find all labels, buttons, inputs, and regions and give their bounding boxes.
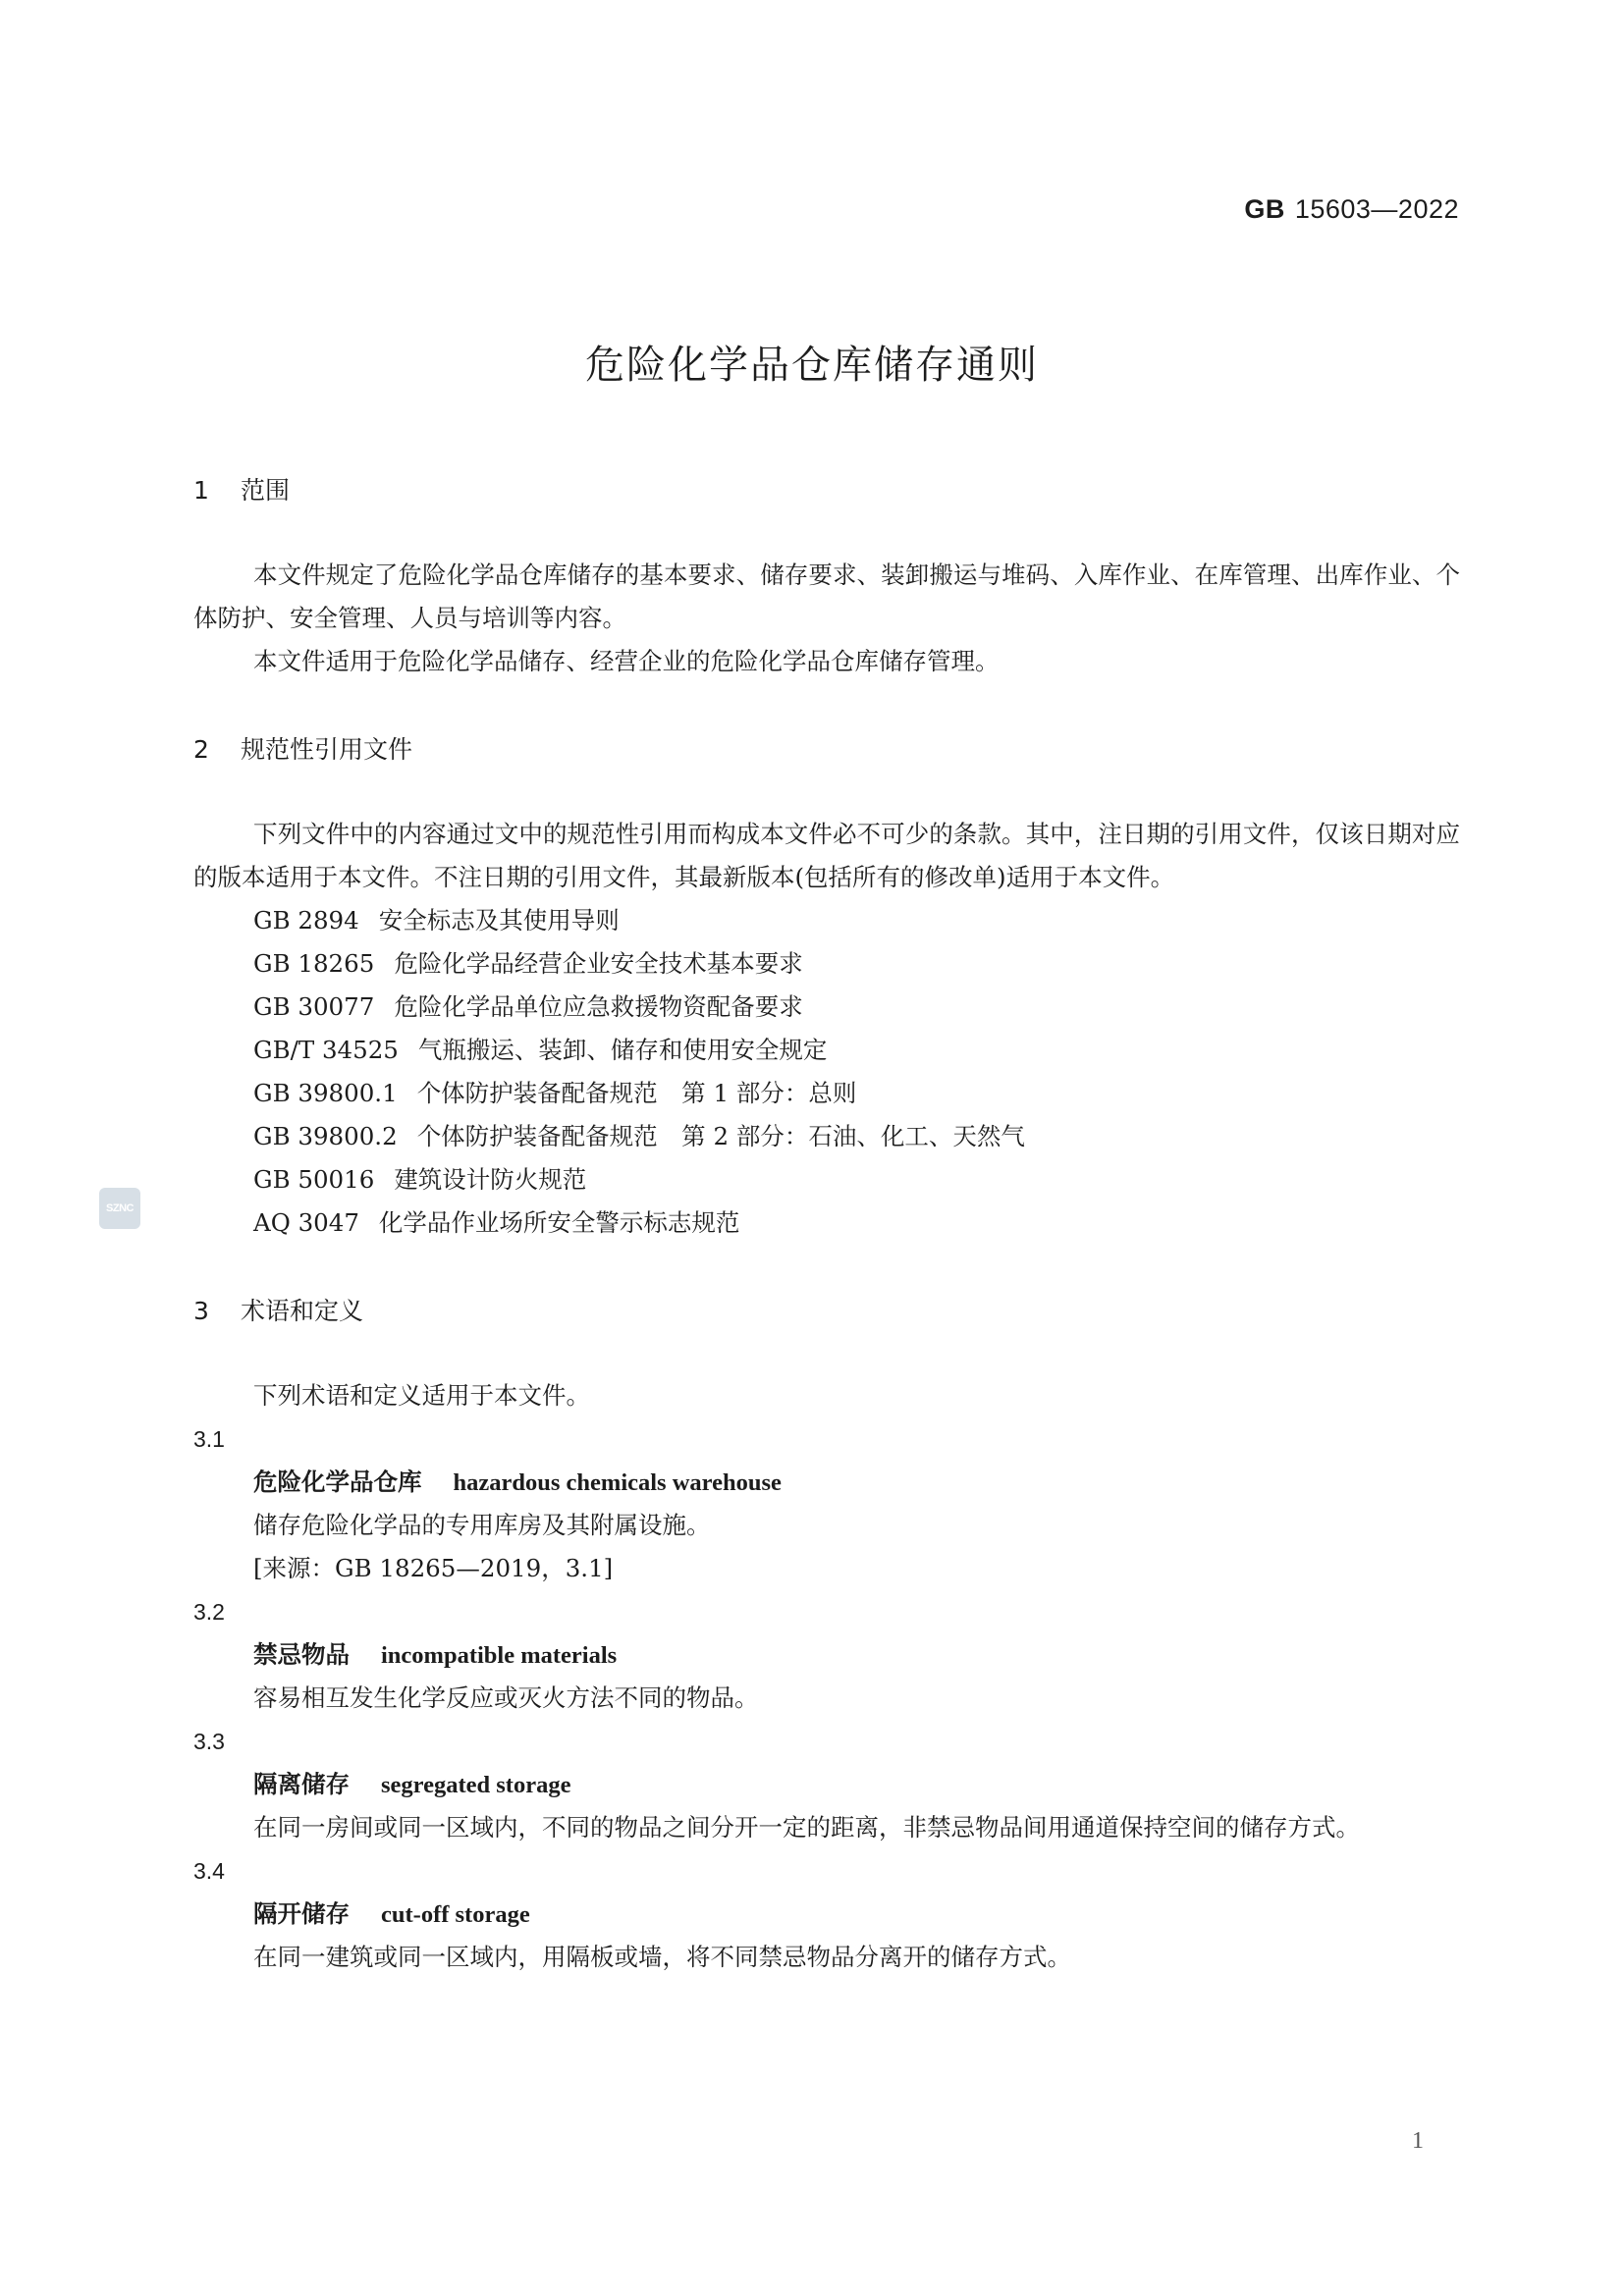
reference-item xyxy=(193,1158,1460,1201)
section-heading-scope xyxy=(193,469,1460,512)
reference-title: 危险化学品单位应急救援物资配备要求 xyxy=(394,992,803,1021)
term-number: 3.4 xyxy=(193,1858,225,1884)
term-definition: 在同一建筑或同一区域内，用隔板或墙，将不同禁忌物品分离开的储存方式。 xyxy=(253,1943,1071,1971)
reference-item xyxy=(193,899,1460,942)
term-definition: 在同一房间或同一区域内，不同的物品之间分开一定的距离，非禁忌物品间用通道保持空间的储存方式。 xyxy=(253,1813,1360,1842)
term-english: hazardous chemicals warehouse xyxy=(453,1469,782,1496)
term-entry xyxy=(193,1417,1460,1590)
section-heading-normative-references xyxy=(193,728,1460,772)
reference-code: GB 39800.2 xyxy=(253,1122,398,1150)
term-definition: 储存危险化学品的专用库房及其附属设施。 xyxy=(253,1511,711,1539)
section-number: 2 xyxy=(193,735,209,764)
reference-code: GB 2894 xyxy=(253,906,359,934)
term-english: segregated storage xyxy=(381,1772,571,1798)
reference-code: GB 50016 xyxy=(253,1165,375,1194)
reference-title: 建筑设计防火规范 xyxy=(394,1165,587,1194)
reference-title: 安全标志及其使用导则 xyxy=(378,906,620,934)
term-source: [来源：GB 18265—2019，3.1] xyxy=(253,1554,614,1582)
document-body xyxy=(193,469,1460,1979)
terms-intro: 下列术语和定义适用于本文件。 xyxy=(253,1381,590,1410)
section-title: 范围 xyxy=(241,476,291,505)
term-heading xyxy=(193,1633,1460,1677)
term-entry xyxy=(193,1590,1460,1720)
reference-item xyxy=(193,942,1460,986)
section-title: 术语和定义 xyxy=(241,1297,364,1325)
term-english: incompatible materials xyxy=(381,1642,618,1669)
term-heading xyxy=(193,1763,1460,1806)
standard-code xyxy=(1244,194,1459,225)
section-title: 规范性引用文件 xyxy=(241,735,413,764)
term-english: cut-off storage xyxy=(381,1901,530,1928)
section-heading-terms-definitions xyxy=(193,1290,1460,1333)
term-number: 3.3 xyxy=(193,1729,225,1754)
scope-paragraph: 本文件适用于危险化学品储存、经营企业的危险化学品仓库储存管理。 xyxy=(253,647,1000,675)
reference-item xyxy=(193,1201,1460,1245)
term-number: 3.1 xyxy=(193,1426,225,1452)
term-chinese: 隔开储存 xyxy=(253,1899,350,1928)
reference-code: AQ 3047 xyxy=(253,1208,359,1237)
reference-code: GB/T 34525 xyxy=(253,1036,399,1064)
term-heading xyxy=(193,1461,1460,1504)
scope-paragraph: 本文件规定了危险化学品仓库储存的基本要求、储存要求、装卸搬运与堆码、入库作业、在库管理、出库作业、个体防护、安全管理、人员与培训等内容。 xyxy=(193,561,1460,632)
reference-code: GB 39800.1 xyxy=(253,1079,398,1107)
reference-code: GB 18265 xyxy=(253,949,375,978)
references-intro: 下列文件中的内容通过文中的规范性引用而构成本文件必不可少的条款。其中，注日期的引用文件，仅该日期对应的版本适用于本文件。不注日期的引用文件，其最新版本(包括所有的修改单)适用于本文件。 xyxy=(193,820,1460,891)
watermark-logo: SZNC xyxy=(99,1188,140,1229)
term-number: 3.2 xyxy=(193,1599,225,1625)
section-number: 3 xyxy=(193,1297,209,1325)
standard-number: 15603—2022 xyxy=(1294,194,1459,224)
reference-item xyxy=(193,1029,1460,1072)
term-definition: 容易相互发生化学反应或灭火方法不同的物品。 xyxy=(253,1683,759,1712)
term-entry xyxy=(193,1720,1460,1849)
reference-title: 气瓶搬运、装卸、储存和使用安全规定 xyxy=(417,1036,828,1064)
standard-prefix: GB xyxy=(1244,194,1285,224)
reference-item xyxy=(193,986,1460,1029)
reference-title: 个体防护装备配备规范 第 2 部分：石油、化工、天然气 xyxy=(416,1122,1025,1150)
reference-title: 危险化学品经营企业安全技术基本要求 xyxy=(394,949,803,978)
page-number: 1 xyxy=(1412,2128,1424,2154)
reference-title: 个体防护装备配备规范 第 1 部分：总则 xyxy=(416,1079,857,1107)
term-chinese: 危险化学品仓库 xyxy=(253,1468,422,1496)
document-title: 危险化学品仓库储存通则 xyxy=(585,343,1039,388)
reference-title: 化学品作业场所安全警示标志规范 xyxy=(378,1208,740,1237)
section-number: 1 xyxy=(193,476,209,505)
term-heading xyxy=(193,1893,1460,1936)
reference-list xyxy=(193,899,1460,1245)
reference-item xyxy=(193,1072,1460,1115)
term-entry xyxy=(193,1849,1460,1979)
term-chinese: 隔离储存 xyxy=(253,1770,350,1798)
reference-code: GB 30077 xyxy=(253,992,375,1021)
reference-item xyxy=(193,1115,1460,1158)
term-chinese: 禁忌物品 xyxy=(253,1640,350,1669)
